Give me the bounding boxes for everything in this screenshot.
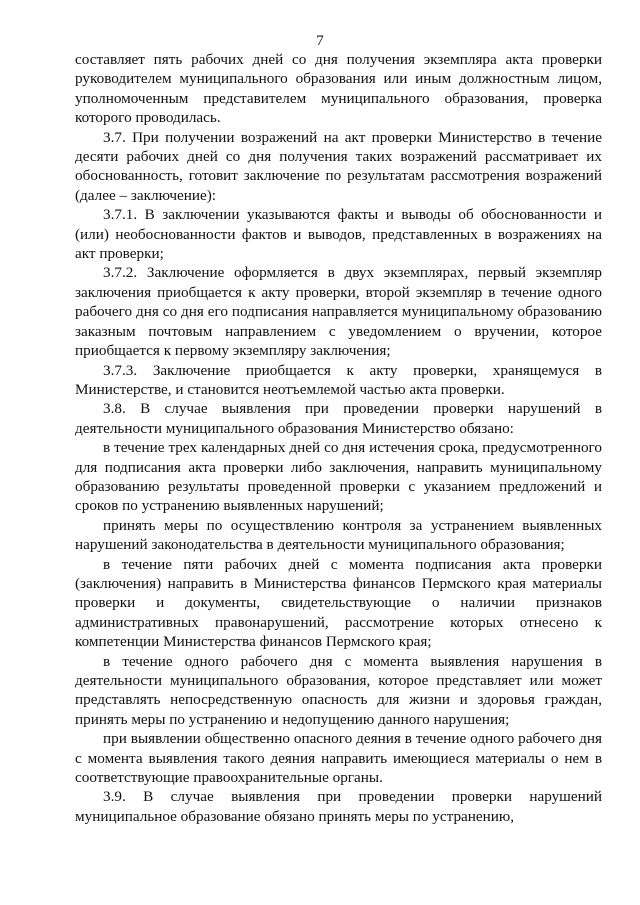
paragraph-3-7-3: 3.7.3. Заключение приобщается к акту проверки, хранящемуся в Министерстве, и становится неотъемлемой частью акта проверки. xyxy=(75,361,602,398)
paragraph-3-7-1: 3.7.1. В заключении указываются факты и выводы об обоснованности и (или) необоснованности фактов и выводов, представленных в возражениях на акт проверки; xyxy=(75,206,602,263)
paragraph-3-8: 3.8. В случае выявления при проведении проверки нарушений в деятельности муниципального образования Министерство обязано: xyxy=(75,400,602,437)
page-number: 7 xyxy=(316,33,324,49)
paragraph-3-8-item-3: в течение пяти рабочих дней с момента подписания акта проверки (заключения) направить в Министерства финансов Пермского края материалы проверки и документы, свидетельствующие о наличии признаков административных правонарушений, рассмотрение которых отнесено к компетенции Министерства финансов Пермского края; xyxy=(75,555,602,651)
paragraph-3-8-item-5: при выявлении общественно опасного деяния в течение одного рабочего дня с момента выявления такого деяния направить имеющиеся материалы о нем в соответствующие правоохранительные органы. xyxy=(75,730,602,787)
paragraph-continuation: составляет пять рабочих дней со дня получения экземпляра акта проверки руководителем муниципального образования или иным должностным лицом, уполномоченным представителем муниципального образования, проверка которого проводилась. xyxy=(75,51,602,127)
paragraph-3-7-2: 3.7.2. Заключение оформляется в двух экземплярах, первый экземпляр заключения приобщается к акту проверки, второй экземпляр в течение одного рабочего дня со дня его подписания направляется муниципальному образованию заказным почтовым направлением с уведомлением о вручении, которое приобщается к первому экземпляру заключения; xyxy=(75,264,602,360)
paragraph-3-7: 3.7. При получении возражений на акт проверки Министерство в течение десяти рабочих дней со дня получения таких возражений рассматривает их обоснованность, готовит заключение по результатам рассмотрения возражений (далее – заключение): xyxy=(75,128,602,204)
paragraph-3-8-item-2: принять меры по осуществлению контроля за устранением выявленных нарушений законодательства в деятельности муниципального образования; xyxy=(75,516,602,554)
paragraph-3-9: 3.9. В случае выявления при проведении проверки нарушений муниципальное образование обязано принять меры по устранению, xyxy=(75,788,602,825)
paragraph-3-8-item-1: в течение трех календарных дней со дня истечения срока, предусмотренного для подписания акта проверки либо заключения, направить муниципальному образованию результаты проведенной проверки с указанием предложений и сроков по устранению выявленных нарушений; xyxy=(75,439,602,515)
document-body xyxy=(75,50,602,826)
paragraph-3-8-item-4: в течение одного рабочего дня с момента выявления нарушения в деятельности муниципального образования, которое представляет или может представлять непосредственную опасность для жизни и здоровья граждан, принять меры по устранению и недопущению данного нарушения; xyxy=(75,652,602,728)
